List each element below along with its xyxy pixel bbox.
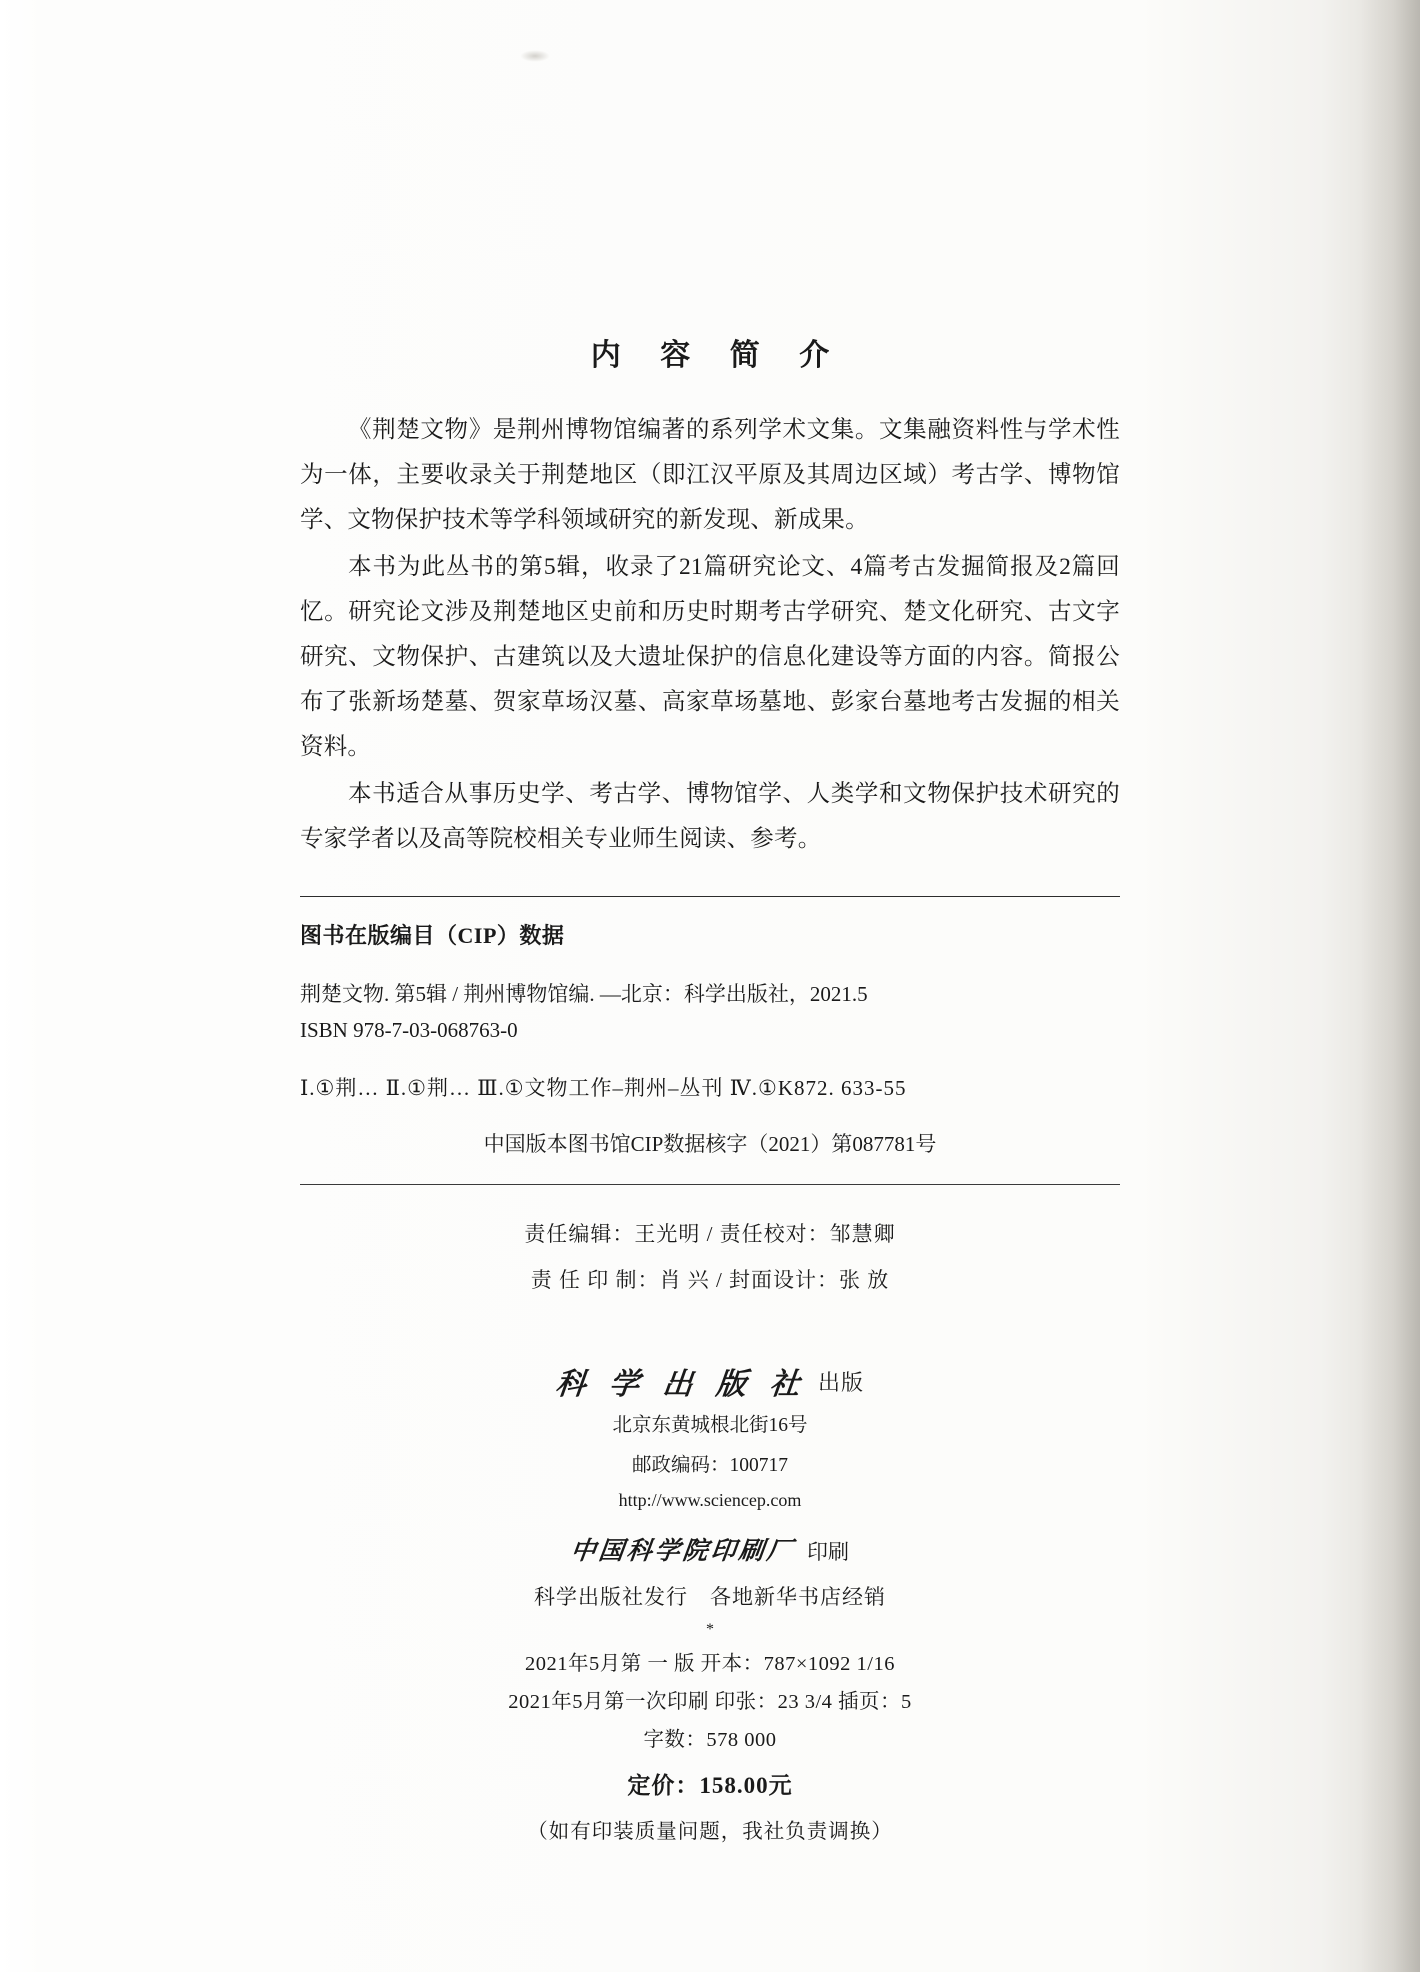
separator-star: * [706, 1621, 714, 1638]
cip-record-line-1: 荆楚文物. 第5辑 / 荆州博物馆编. —北京：科学出版社，2021.5 [300, 982, 868, 1006]
printer-row [300, 1531, 1120, 1567]
quality-note: （如有印装质量问题，我社负责调换） [527, 1821, 893, 1843]
abstract-paragraph-2: 本书为此丛书的第5辑，收录了21篇研究论文、4篇考古发掘简报及2篇回忆。研究论文涉及荆楚地区史前和历史时期考古学研究、楚文化研究、古文字研究、文物保护、古建筑以及大遗址保护的信息化建设等方面的内容。简报公布了张新场楚墓、贺家草场汉墓、高家草场墓地、彭家台墓地考古发掘的相关资料。 [300, 554, 1120, 760]
staff-credits [300, 1211, 1120, 1303]
printer-suffix: 印刷 [807, 1540, 849, 1564]
imprint-block [300, 1359, 1120, 1844]
scan-artifact [520, 50, 550, 62]
cip-record-line-2: ISBN 978-7-03-068763-0 [300, 1018, 518, 1042]
printer-logo: 中国科学院印刷厂 [569, 1538, 797, 1565]
publisher-suffix: 出版 [817, 1370, 864, 1395]
abstract-paragraph-3: 本书适合从事历史学、考古学、博物馆学、人类学和文物保护技术研究的专家学者以及高等院校相关专业师生阅读、参考。 [300, 781, 1120, 852]
publisher-url[interactable]: http://www.sciencep.com [618, 1490, 802, 1510]
page-title: 内 容 简 介 [590, 339, 846, 372]
publisher-logo: 科 学 出 版 社 [553, 1368, 810, 1401]
divider-above-cip [300, 896, 1120, 897]
edition-spec-line-1: 2021年5月第 一 版 开本：787×1092 1/16 [524, 1653, 895, 1675]
edition-spec-line-3: 字数：578 000 [643, 1729, 777, 1751]
cip-classification: Ⅰ.①荆… Ⅱ.①荆… Ⅲ.①文物工作–荆州–丛刊 Ⅳ.①K872. 633-55 [300, 1076, 907, 1100]
cip-record [300, 976, 1120, 1048]
divider-below-cip [300, 1184, 1120, 1185]
cip-core-number: 中国版本图书馆CIP数据核字（2021）第087781号 [483, 1132, 937, 1156]
price-line: 定价：158.00元 [627, 1773, 793, 1798]
page-content [300, 330, 1120, 1844]
staff-line-editor: 责任编辑：王光明 / 责任校对：邹慧卿 [524, 1222, 896, 1246]
cip-heading: 图书在版编目（CIP）数据 [300, 923, 565, 948]
publisher-postcode: 邮政编码：100717 [631, 1455, 788, 1476]
abstract-paragraph-1: 《荆楚文物》是荆州博物馆编著的系列学术文集。文集融资料性与学术性为一体，主要收录关于荆楚地区（即江汉平原及其周边区域）考古学、博物馆学、文物保护技术等学科领域研究的新发现、新成果。 [300, 417, 1120, 533]
edition-spec-line-2: 2021年5月第一次印刷 印张：23 3/4 插页：5 [508, 1691, 912, 1713]
staff-line-printing: 责 任 印 制：肖 兴 / 封面设计：张 放 [530, 1268, 890, 1292]
publisher-row [300, 1359, 1120, 1403]
distribution-line: 科学出版社发行 各地新华书店经销 [534, 1585, 886, 1609]
publisher-address: 北京东黄城根北街16号 [612, 1415, 808, 1436]
